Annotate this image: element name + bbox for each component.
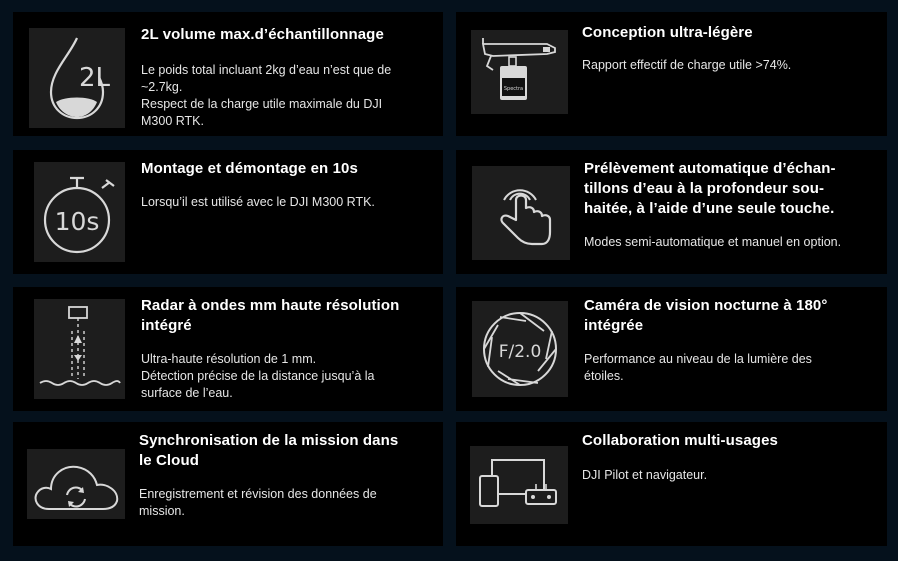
- feature-card-multi-use: [456, 422, 887, 546]
- feature-title: Montage et démontage en 10s: [141, 160, 358, 177]
- feature-title: Synchronisation de la mission dans le Cloud: [139, 432, 399, 469]
- timer-label: 10s: [54, 207, 100, 236]
- feature-card-sample-volume: [13, 12, 443, 136]
- stopwatch-10s-icon: [34, 162, 125, 262]
- feature-description: DJI Pilot et navigateur.: [582, 468, 708, 482]
- feature-title: Prélèvement automatique d’échan- tillons d’eau à la profondeur sou- haitée, à l’aide d’une seule touche.: [584, 160, 836, 217]
- payload-brand-label: Spectra: [503, 86, 524, 92]
- feature-title: 2L volume max.d’échantillonnage: [141, 26, 384, 43]
- feature-card-radar: [13, 287, 443, 411]
- multi-device-icon: [470, 446, 568, 524]
- feature-card-assembly: [13, 150, 443, 274]
- feature-description: Modes semi-automatique et manuel en option.: [584, 235, 842, 249]
- feature-title: Collaboration multi-usages: [582, 432, 778, 449]
- touch-hand-icon: [472, 166, 570, 260]
- feature-card-auto-sampling: [456, 150, 887, 274]
- feature-description: Ultra-haute résolution de 1 mm. Détection précise de la distance jusqu’à la surface de l’eau.: [141, 352, 375, 400]
- feature-title: Caméra de vision nocturne à 180° intégrée: [584, 297, 828, 334]
- feature-description: Rapport effectif de charge utile >74%.: [582, 58, 792, 72]
- feature-description: Performance au niveau de la lumière des étoiles.: [584, 352, 812, 383]
- feature-card-cloud-sync: [13, 422, 443, 546]
- cloud-sync-icon: [27, 449, 125, 519]
- aperture-label: F/2.0: [498, 342, 542, 362]
- feature-title: Radar à ondes mm haute résolution intégré: [141, 297, 400, 334]
- feature-description: Lorsqu’il est utilisé avec le DJI M300 RTK.: [141, 195, 375, 209]
- feature-title: Conception ultra-légère: [582, 24, 753, 41]
- drone-payload-icon: [471, 30, 568, 114]
- feature-description: Enregistrement et révision des données de mission.: [139, 487, 377, 518]
- water-drop-2l-icon: [29, 28, 125, 128]
- feature-description: Le poids total incluant 2kg d’eau n’est que de ~2.7kg. Respect de la charge utile maximale du DJI M300 RTK.: [141, 63, 392, 128]
- camera-aperture-icon: [472, 301, 568, 397]
- radar-sensor-icon: [34, 299, 125, 399]
- feature-card-lightweight: [456, 12, 887, 136]
- drop-label: 2L: [79, 63, 111, 93]
- feature-card-night-camera: [456, 287, 887, 411]
